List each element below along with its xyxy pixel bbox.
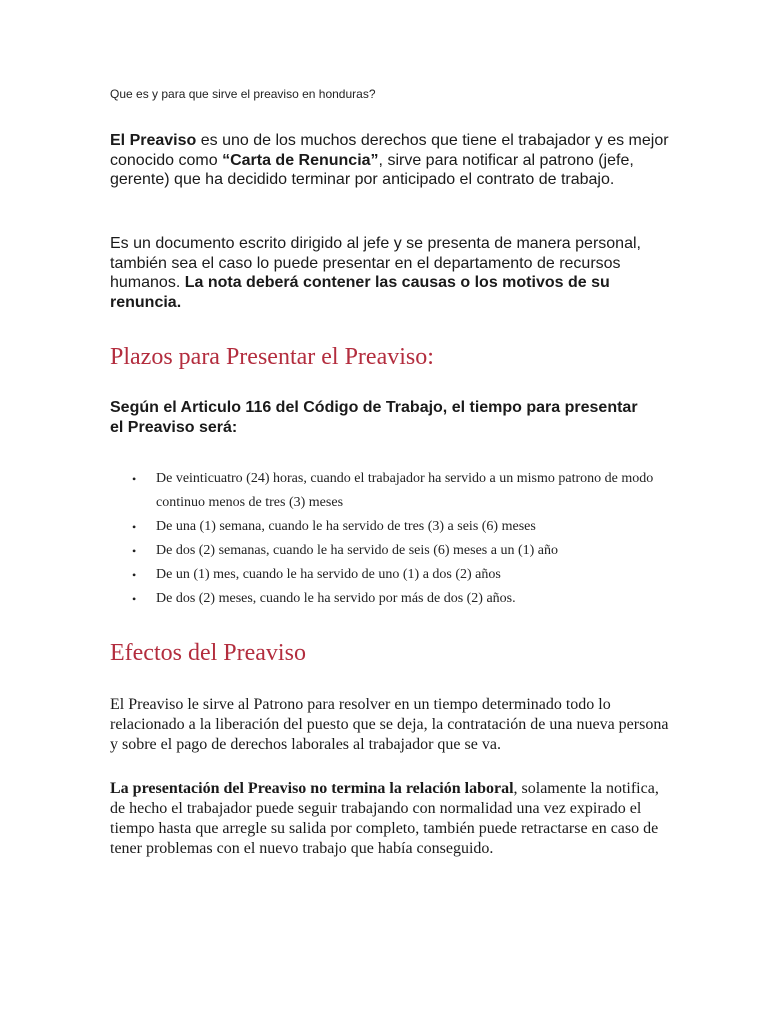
efectos-paragraph-2 [110, 779, 670, 859]
list-item-text: De veinticuatro (24) horas, cuando el trabajador ha servido a un mismo patrono de modo continuo menos de tres (3) meses [156, 471, 654, 510]
intro-emphasis: La nota deberá contener las causas o los motivos de su renuncia. [110, 274, 610, 311]
efectos-paragraph-1: El Preaviso le sirve al Patrono para resolver en un tiempo determinado todo lo relacionado a la liberación del puesto que se deja, la contratación de una nueva persona y sobre el pago de derechos laborales al trabajador que se va. [110, 696, 669, 753]
section-subheading-articulo: Según el Articulo 116 del Código de Trabajo, el tiempo para presentar el Preaviso será: [110, 399, 638, 436]
intro-paragraph-1 [110, 131, 670, 190]
section-heading-efectos: Efectos del Preaviso [110, 640, 306, 666]
bullet-icon: • [132, 472, 137, 486]
efectos-emphasis: La presentación del Preaviso no termina la relación laboral [110, 780, 514, 797]
list-item [110, 563, 670, 587]
list-item-text: De dos (2) semanas, cuando le ha servido de seis (6) meses a un (1) año [156, 543, 558, 558]
plazos-bullet-list [110, 467, 670, 611]
list-item [110, 515, 670, 539]
carta-renuncia-term: “Carta de Renuncia” [222, 151, 379, 169]
question-line: Que es y para que sirve el preaviso en honduras? [110, 87, 376, 101]
list-item [110, 467, 670, 515]
intro-paragraph-2 [110, 234, 670, 312]
list-item [110, 587, 670, 611]
list-item [110, 539, 670, 563]
preaviso-term: El Preaviso [110, 132, 197, 149]
intro-text-1: es uno de los muchos derechos que tiene el trabajador y es mejor conocido como [110, 132, 669, 169]
bullet-icon: • [132, 520, 137, 534]
bullet-icon: • [132, 568, 137, 582]
intro-text-3: Es un documento escrito dirigido al jefe y se presenta de manera personal, también sea el caso lo puede presentar en el departamento de recursos humanos. [110, 235, 641, 291]
efectos-text: , solamente la notifica, de hecho el trabajador puede seguir trabajando con normalidad una vez expirado el tiempo hasta que arregle su salida por completo, también puede retractarse en caso de tener problemas con el nuevo trabajo que había conseguido. [110, 780, 659, 857]
intro-text-2: , sirve para notificar al patrono (jefe, gerente) que ha decidido terminar por anticipado el contrato de trabajo. [110, 151, 634, 188]
bullet-icon: • [132, 592, 137, 606]
list-item-text: De una (1) semana, cuando le ha servido de tres (3) a seis (6) meses [156, 519, 536, 534]
list-item-text: De un (1) mes, cuando le ha servido de uno (1) a dos (2) años [156, 567, 501, 582]
bullet-icon: • [132, 544, 137, 558]
section-heading-plazos: Plazos para Presentar el Preaviso: [110, 344, 434, 370]
list-item-text: De dos (2) meses, cuando le ha servido por más de dos (2) años. [156, 591, 516, 606]
